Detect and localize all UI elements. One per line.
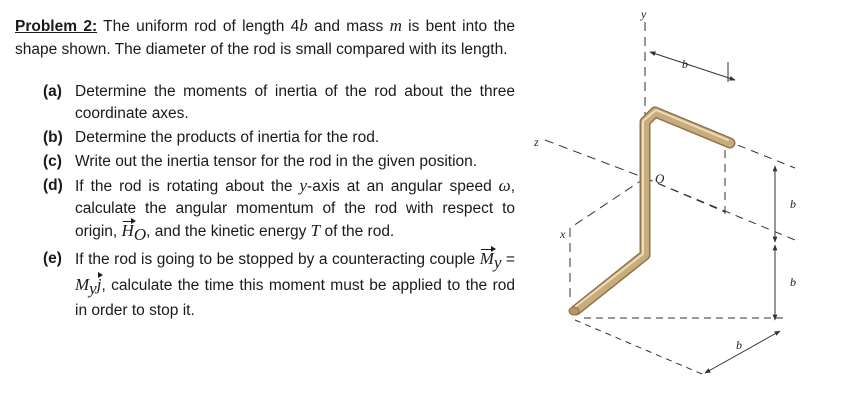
bent-rod — [576, 112, 730, 310]
var-subscript-O: O — [133, 225, 147, 245]
rod-shadow — [576, 112, 730, 310]
dimension-label-bottom-b: b — [736, 338, 742, 352]
part-text: If the rod is going to be stopped by a counteracting couple — [75, 251, 480, 269]
var-subscript-y: y — [493, 253, 502, 273]
x-axis-label: x — [560, 227, 566, 241]
part-text: , calculate the time this moment must be applied to the rod in order to stop it. — [75, 277, 515, 320]
part-text: of the rod. — [320, 223, 395, 240]
var-H-vector: H — [121, 221, 134, 240]
part-tag: (d) — [43, 177, 63, 194]
construction-line — [725, 140, 795, 168]
part-text: Write out the inertia tensor for the rod in the given position. — [75, 153, 478, 170]
origin-label: O — [655, 171, 665, 186]
part-text: , calculate the angular momentum of the rod with respect to origin, — [75, 178, 515, 240]
dimension-label-right-b2: b — [790, 275, 796, 289]
part-a — [43, 81, 515, 125]
problem-statement — [15, 14, 515, 61]
problem-text — [15, 14, 515, 324]
var-M-vector: M — [479, 249, 494, 269]
dimension-label-top-b: b — [682, 57, 688, 71]
dimension-top-b — [650, 52, 735, 80]
x-axis — [570, 178, 645, 228]
part-b — [43, 127, 515, 149]
part-e — [43, 248, 515, 322]
var-b: b — [299, 16, 308, 35]
statement-text: and mass — [307, 18, 390, 35]
rod-end-cap — [569, 307, 579, 315]
rod-diagram — [520, 0, 853, 417]
part-tag: (a) — [43, 83, 62, 100]
var-M: M — [75, 275, 90, 295]
part-d — [43, 175, 515, 246]
dimension-label-right-b1: b — [790, 197, 796, 211]
part-tag: (e) — [43, 250, 62, 268]
question-parts — [43, 81, 515, 322]
part-text: , and the kinetic energy — [146, 223, 311, 240]
part-c — [43, 151, 515, 173]
construction-line — [645, 178, 795, 240]
var-T: T — [310, 221, 321, 240]
statement-text: The uniform rod of length 4 — [97, 18, 300, 35]
part-text: Determine the products of inertia for the rod. — [75, 129, 380, 146]
part-tag: (c) — [43, 153, 62, 170]
extension-line — [575, 320, 702, 374]
dimension-bottom-b — [705, 331, 780, 373]
rod-highlight — [575, 110, 728, 307]
var-m: m — [389, 16, 402, 35]
problem-label: Problem 2: — [15, 18, 98, 35]
var-j-unit-vector: j — [96, 275, 102, 295]
part-text: If the rod is rotating about the — [75, 178, 300, 195]
part-text: -axis at an angular speed — [307, 178, 499, 195]
var-y: y — [299, 176, 308, 195]
z-axis-label: z — [534, 135, 539, 149]
z-axis — [545, 140, 645, 178]
var-subscript-y: y — [89, 279, 97, 299]
statement-text: is bent into the shape shown. The diameter of the rod is small compared with its length. — [15, 18, 516, 58]
part-text: Determine the moments of inertia of the rod about the three coordinate axes. — [75, 83, 515, 122]
part-tag: (b) — [43, 129, 63, 146]
equals-sign: = — [501, 251, 515, 269]
y-axis-label: y — [641, 7, 647, 21]
rod-figure — [520, 0, 853, 417]
var-omega: ω — [498, 176, 511, 195]
